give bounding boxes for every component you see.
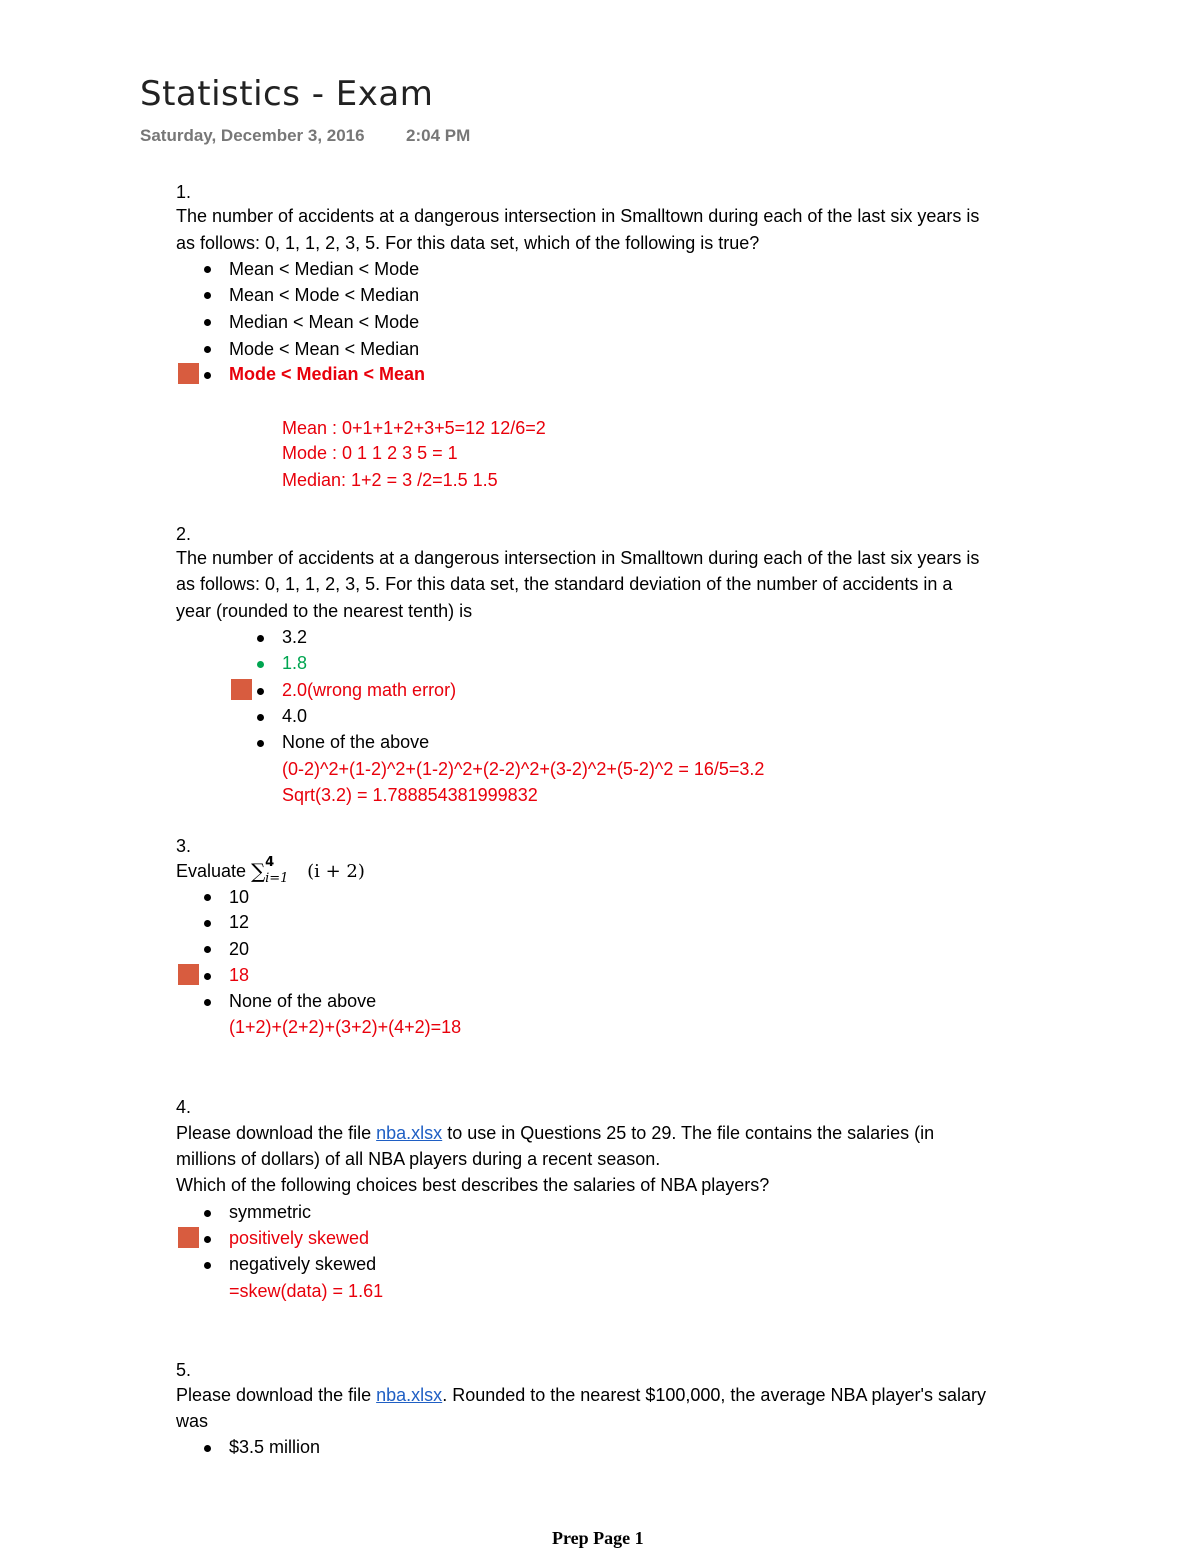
q4-option-selected: positively skewed [229,1228,370,1248]
bullet-icon [257,740,264,747]
sigma-symbol: ∑ [251,859,266,883]
q4-text-line2: millions of dollars) of all NBA players during a recent season. [176,1149,661,1169]
page-title: Statistics - Exam [140,74,434,114]
q4-text-post: to use in Questions 25 to 29. The file contains the salaries (in [442,1123,935,1143]
q3-question [176,855,365,886]
bullet-icon [204,372,211,379]
q3-option: None of the above [229,991,377,1011]
sum-lower-limit: i=1 [265,871,289,886]
q4-number: 4. [176,1097,192,1117]
sum-expression: (i + 2) [307,861,365,882]
page-footer: Prep Page 1 [552,1528,644,1548]
q3-option: 10 [229,887,250,907]
q1-text-line1: The number of accidents at a dangerous intersection in Smalltown during each of the last six years is [176,206,980,226]
bullet-icon [204,1210,211,1217]
q3-option: 20 [229,939,250,959]
q2-number: 2. [176,524,192,544]
bullet-icon [204,894,211,901]
q5-text-post: . Rounded to the nearest $100,000, the average NBA player's salary [442,1385,986,1405]
bullet-icon [204,920,211,927]
q3-option: 12 [229,912,250,932]
q1-work-mean: Mean : 0+1+1+2+3+5=12 12/6=2 [282,418,546,438]
q2-option: None of the above [282,732,430,752]
q3-number: 3. [176,836,192,856]
sum-upper-limit: 4 [265,855,275,870]
q5-text-line2: was [176,1411,209,1431]
summation-formula [251,855,307,886]
q2-work-variance: (0-2)^2+(1-2)^2+(1-2)^2+(2-2)^2+(3-2)^2+(5-2)^2 = 16/5=3.2 [282,759,765,779]
q2-option: 4.0 [282,706,308,726]
q1-option: Mode < Mean < Median [229,339,420,359]
bullet-icon [204,999,211,1006]
q1-option: Mean < Median < Mode [229,259,420,279]
answer-marker [178,1227,199,1248]
bullet-icon [204,266,211,273]
answer-marker [231,679,252,700]
bullet-icon [204,973,211,980]
q1-option: Median < Mean < Mode [229,312,420,332]
q2-text-line2: as follows: 0, 1, 1, 2, 3, 5. For this data set, the standard deviation of the number of accidents in a [176,574,953,594]
bullet-icon [257,661,264,668]
bullet-icon [204,1236,211,1243]
answer-marker [178,964,199,985]
bullet-icon [257,714,264,721]
q4-text-line1 [176,1120,934,1146]
q1-work-median: Median: 1+2 = 3 /2=1.5 1.5 [282,470,498,490]
q3-work: (1+2)+(2+2)+(3+2)+(4+2)=18 [229,1017,462,1037]
q1-work-mode: Mode : 0 1 1 2 3 5 = 1 [282,443,458,463]
page-time: 2:04 PM [406,126,471,145]
q4-text-line3: Which of the following choices best describes the salaries of NBA players? [176,1175,770,1195]
q4-work: =skew(data) = 1.61 [229,1281,384,1301]
q5-option: $3.5 million [229,1437,321,1457]
q2-text-line1: The number of accidents at a dangerous intersection in Smalltown during each of the last six years is [176,548,980,568]
bullet-icon [204,319,211,326]
bullet-icon [204,292,211,299]
q2-option-selected: 2.0(wrong math error) [282,680,457,700]
q1-number: 1. [176,182,192,202]
q2-work-sqrt: Sqrt(3.2) = 1.788854381999832 [282,785,538,805]
q1-text-line2: as follows: 0, 1, 1, 2, 3, 5. For this data set, which of the following is true? [176,233,760,253]
bullet-icon [204,1445,211,1452]
bullet-icon [257,635,264,642]
q2-option: 3.2 [282,627,308,647]
answer-marker [178,363,199,384]
q3-option-selected: 18 [229,965,250,985]
q1-option: Mean < Mode < Median [229,285,420,305]
q3-evaluate-label: Evaluate [176,861,247,881]
q1-option-selected: Mode < Median < Mean [229,364,426,384]
q4-option: negatively skewed [229,1254,377,1274]
q5-text-pre: Please download the file [176,1385,377,1405]
q2-option-correct: 1.8 [282,653,308,673]
nba-file-link[interactable]: nba.xlsx [376,1123,443,1143]
bullet-icon [204,346,211,353]
nba-file-link[interactable]: nba.xlsx [376,1385,443,1405]
bullet-icon [257,688,264,695]
q5-number: 5. [176,1360,192,1380]
bullet-icon [204,1262,211,1269]
q4-option: symmetric [229,1202,311,1222]
q5-text-line1 [176,1382,986,1408]
q4-text-pre: Please download the file [176,1123,377,1143]
q2-text-line3: year (rounded to the nearest tenth) is [176,601,473,621]
bullet-icon [204,946,211,953]
page-date: Saturday, December 3, 2016 [140,126,365,145]
